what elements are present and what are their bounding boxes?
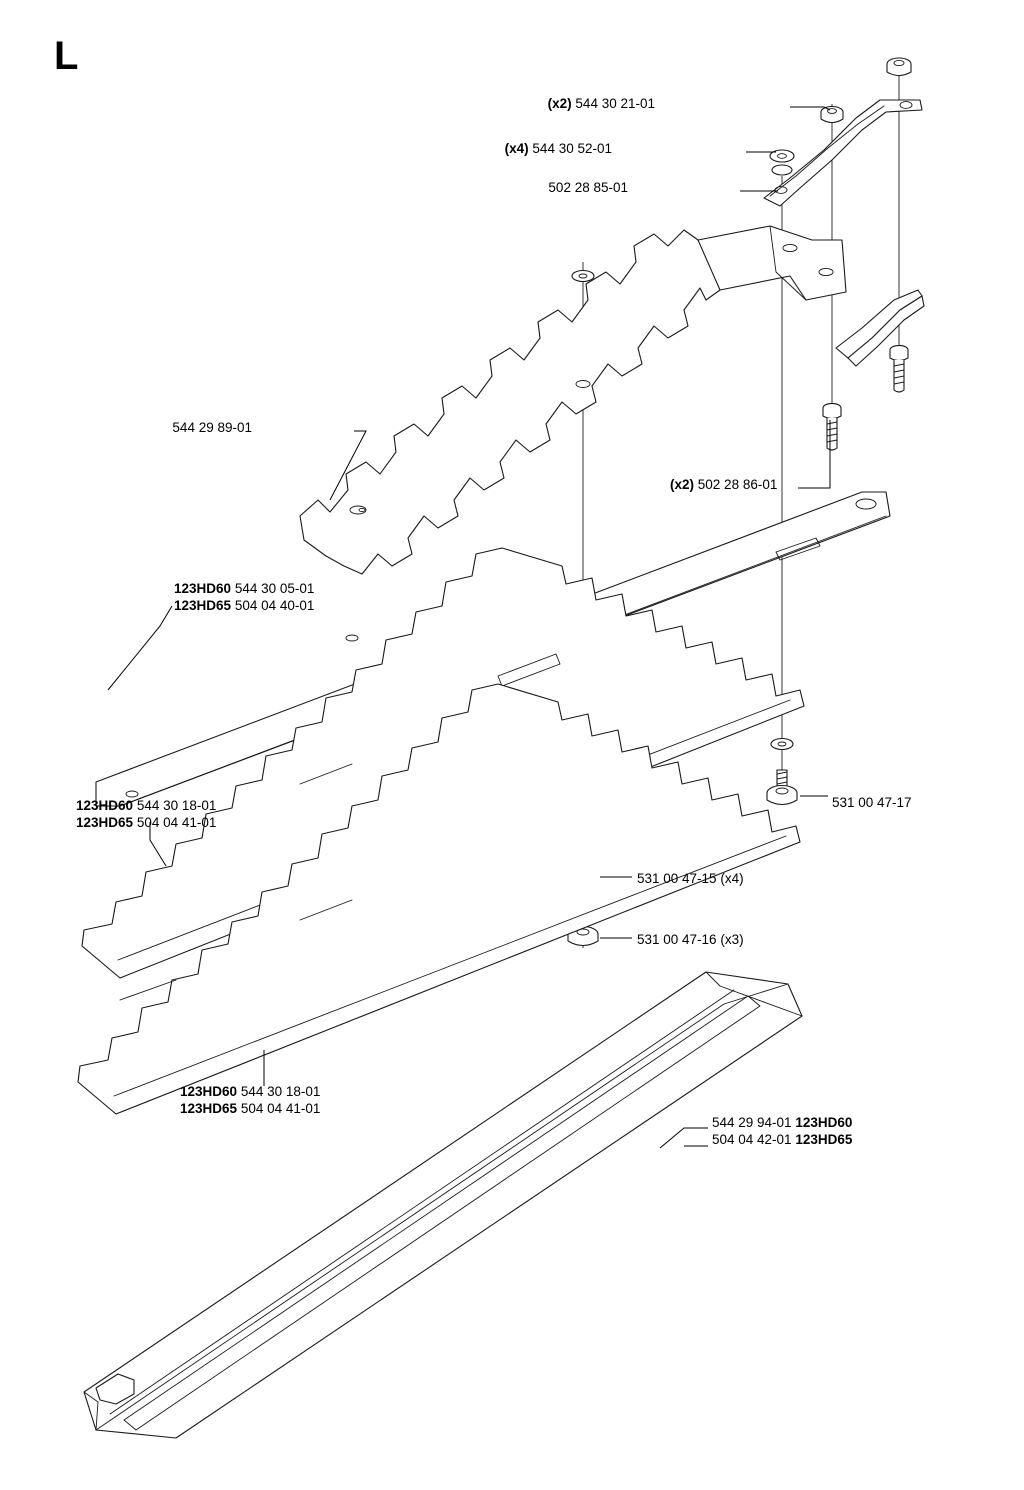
model-name: 123HD65: [795, 1132, 853, 1147]
callout-scabbard-models: [712, 1114, 852, 1148]
part-number: 544 29 94-01: [712, 1115, 792, 1130]
fastener-nut-544-30-21-01-a: [887, 58, 911, 76]
callout-part-number: 531 00 47-16 (x3): [637, 932, 744, 947]
model-line: [76, 814, 216, 831]
model-name: 123HD60: [795, 1115, 853, 1130]
screw-531-00-47-17: [767, 770, 797, 805]
callout-lower-blade-models: [180, 1083, 320, 1117]
callout-531-00-47-15: [637, 870, 744, 887]
callout-544-29-89-01: [152, 419, 252, 436]
model-line: [180, 1083, 320, 1100]
callout-502-28-85-01: [503, 179, 628, 196]
model-name: 123HD60: [174, 581, 232, 596]
callout-upper-blade-models: [76, 797, 216, 831]
screw-502-28-86-01-b: [823, 403, 841, 450]
washer-531-00-47-15-upper: [771, 739, 793, 750]
callout-guide-bar-models: [174, 580, 314, 614]
callout-544-30-21-01: [530, 95, 655, 112]
callout-531-00-47-17: [832, 794, 912, 811]
callout-part-number: 502 28 86-01: [697, 477, 778, 492]
model-name: 123HD60: [76, 798, 134, 813]
model-line: [180, 1100, 320, 1117]
callout-544-30-52-01: [487, 140, 612, 157]
model-name: 123HD65: [180, 1101, 238, 1116]
callout-qty: (x2): [670, 477, 695, 492]
fastener-washer-544-30-52-01-b: [772, 165, 792, 175]
model-line: [174, 580, 314, 597]
clamp-plate-lower: [836, 290, 924, 366]
callout-502-28-86-01: [670, 476, 777, 493]
screw-502-28-86-01-a: [890, 345, 908, 392]
part-number: 504 04 40-01: [234, 598, 315, 613]
part-number: 504 04 42-01: [712, 1132, 792, 1147]
fastener-nut-544-30-21-01-b: [821, 107, 843, 123]
part-number: 504 04 41-01: [136, 815, 217, 830]
model-line: [712, 1131, 852, 1148]
callout-qty: (x4): [504, 141, 529, 156]
model-line: [712, 1114, 852, 1131]
callout-part-number: 544 30 52-01: [532, 141, 612, 156]
callout-part-number: 502 28 85-01: [548, 180, 628, 195]
part-number: 544 30 18-01: [136, 798, 217, 813]
part-number: 504 04 41-01: [240, 1101, 321, 1116]
callout-qty: (x2): [547, 96, 572, 111]
model-name: 123HD65: [76, 815, 134, 830]
callout-part-number: 531 00 47-17: [832, 795, 912, 810]
part-number: 544 30 18-01: [240, 1084, 321, 1099]
callout-part-number: 544 30 21-01: [575, 96, 655, 111]
model-line: [76, 797, 216, 814]
callout-part-number: 531 00 47-15 (x4): [637, 871, 744, 886]
callout-531-00-47-16: [637, 931, 744, 948]
callout-part-number: 544 29 89-01: [172, 420, 252, 435]
model-name: 123HD60: [180, 1084, 238, 1099]
model-name: 123HD65: [174, 598, 232, 613]
washer-531-00-47-15-mid: [572, 271, 594, 282]
page-section-letter: L: [54, 34, 79, 78]
model-line: [174, 597, 314, 614]
part-number: 544 30 05-01: [234, 581, 315, 596]
